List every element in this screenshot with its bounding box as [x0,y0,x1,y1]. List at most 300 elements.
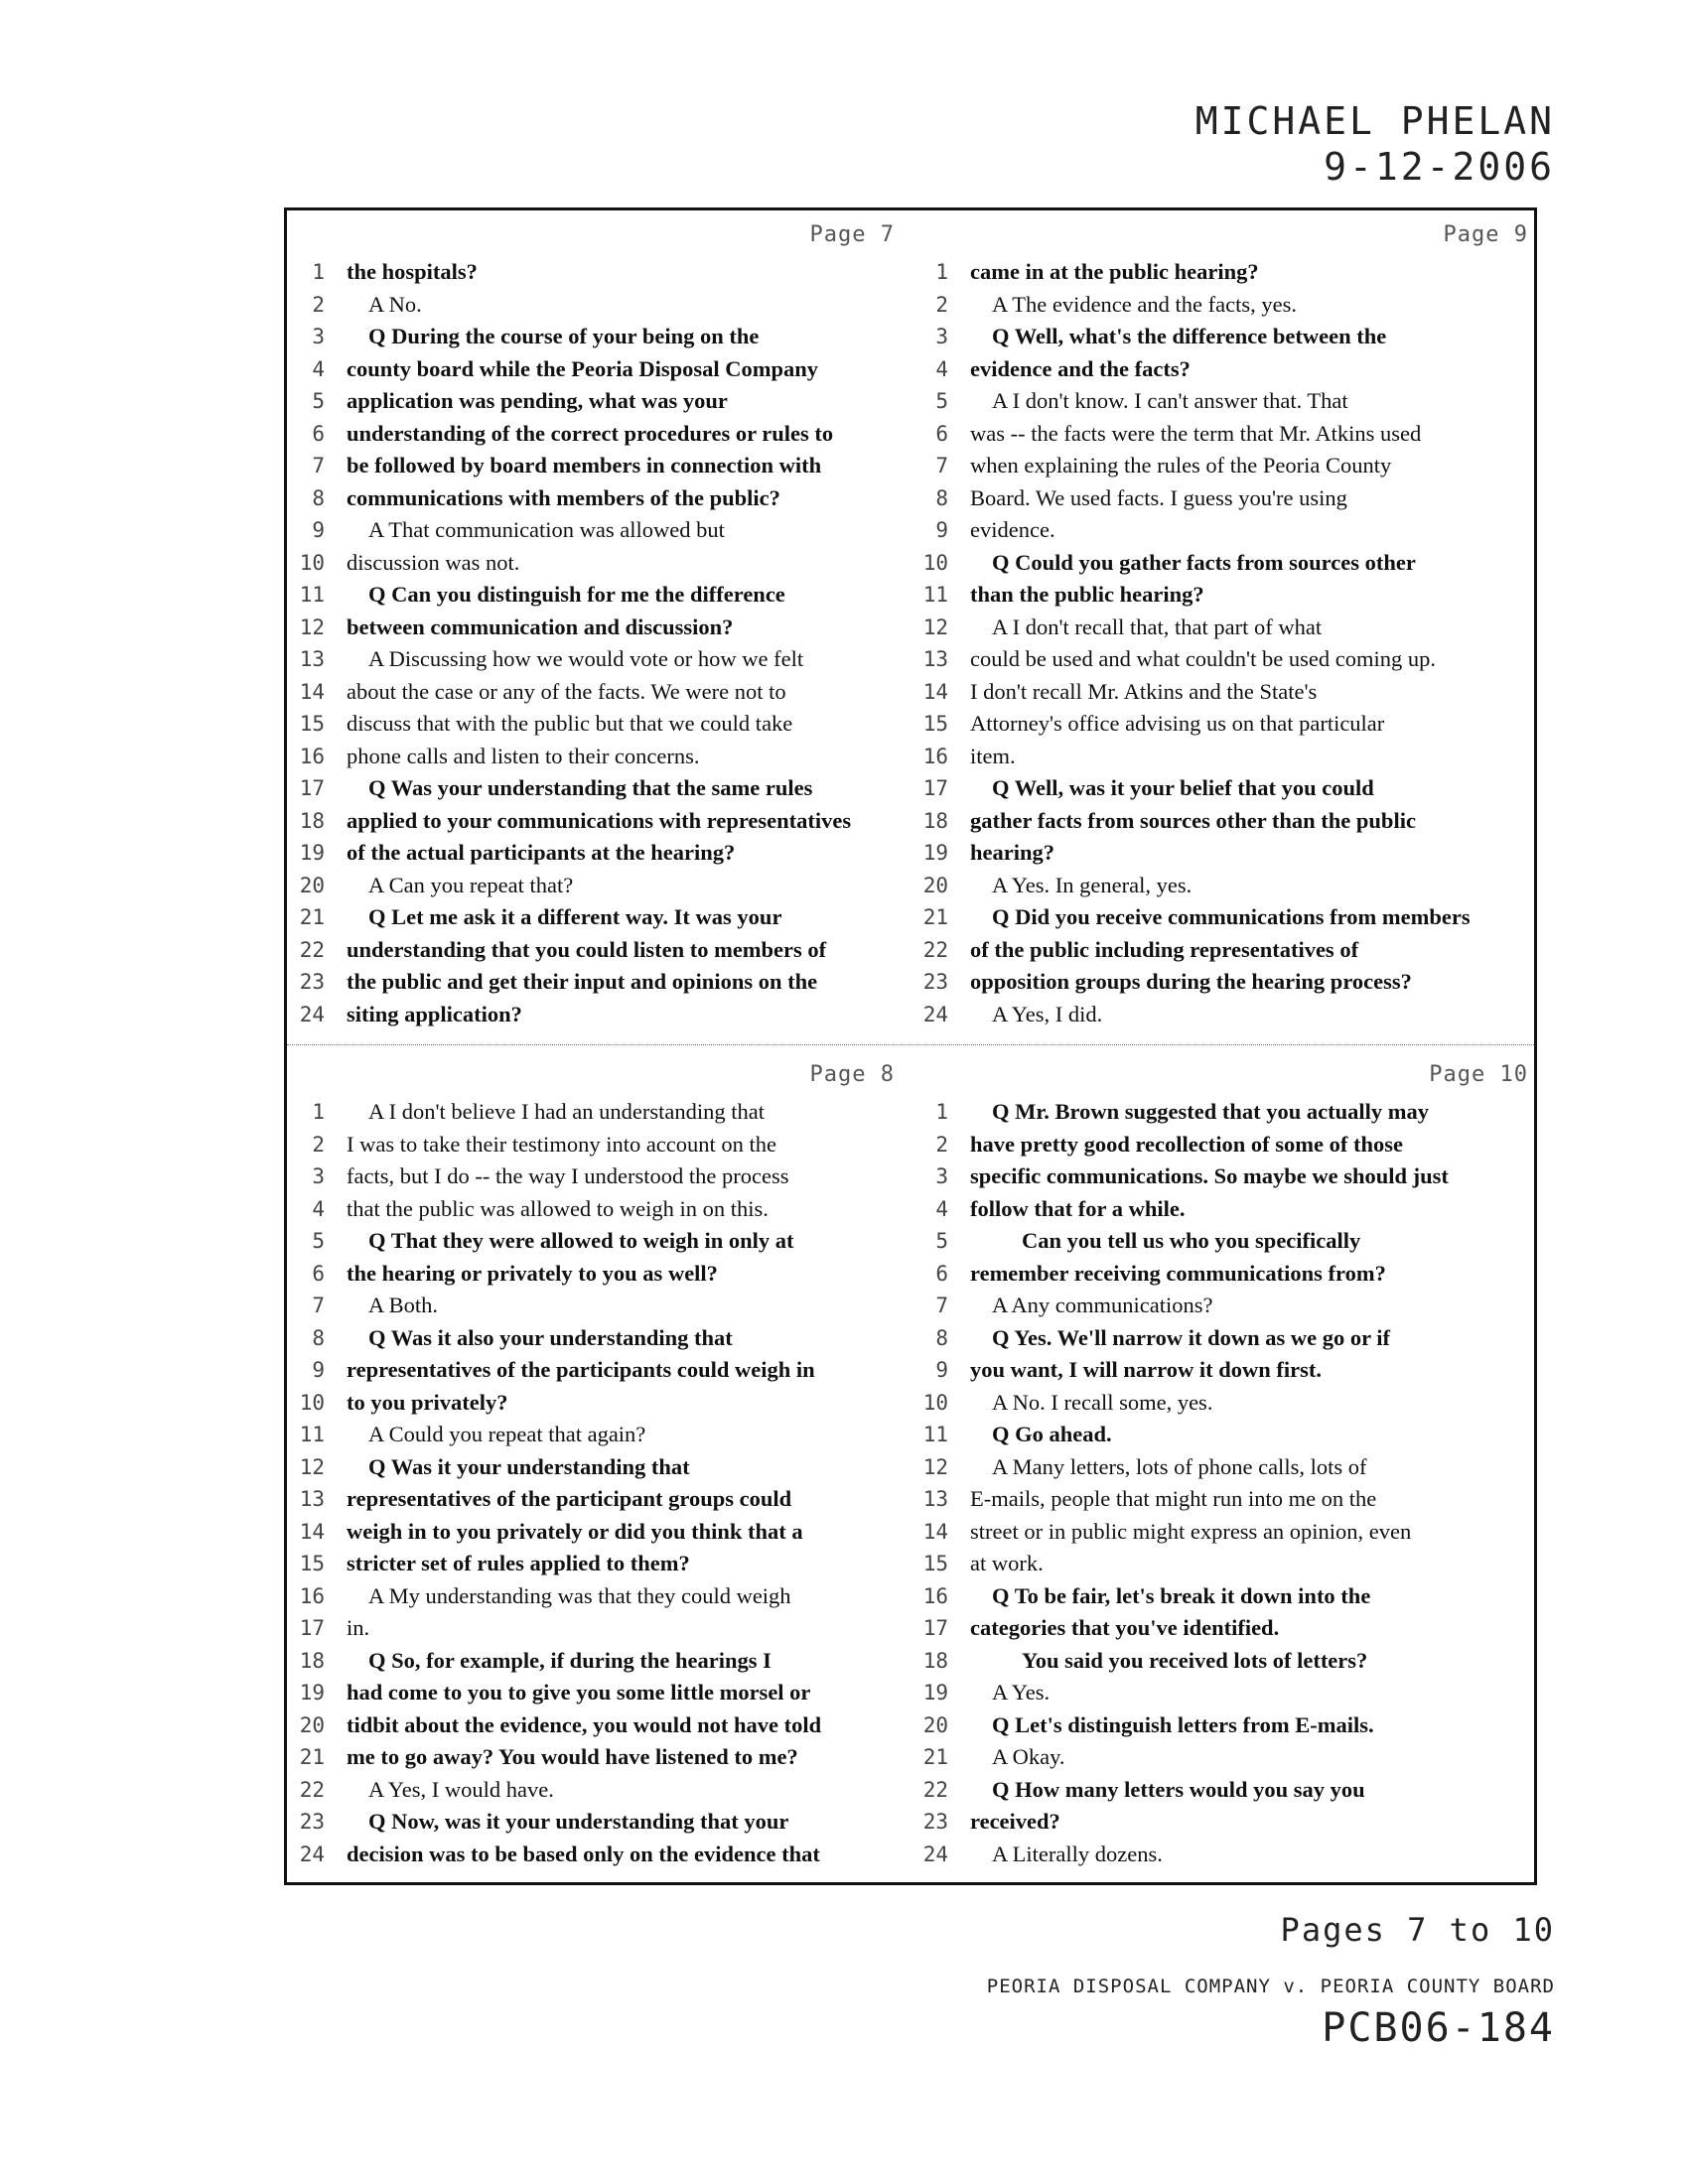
transcript-line [911,547,1536,580]
line-text: Q Could you gather facts from sources other [992,549,1416,575]
line-number: 19 [299,1681,325,1705]
line-number: 12 [299,1454,325,1479]
transcript-line [287,256,903,289]
transcript-line [287,999,903,1031]
line-number: 15 [299,712,325,736]
line-number: 5 [312,1229,325,1253]
line-number: 15 [299,1552,325,1575]
line-text: Q Now, was it your understanding that your [368,1809,789,1834]
line-number: 16 [299,744,325,768]
transcript-line [911,1387,1536,1420]
line-number: 18 [299,1648,325,1673]
line-number: 16 [922,744,948,768]
line-number: 17 [922,776,948,800]
transcript-line [911,934,1536,967]
transcript-line [911,1129,1536,1161]
transcript-line [287,1774,903,1807]
line-text: facts, but I do -- the way I understood the process [347,1163,789,1188]
line-number: 6 [935,421,948,446]
line-text: phone calls and listen to their concerns. [347,743,700,768]
transcript-line [911,837,1536,870]
line-number: 17 [299,1616,325,1640]
line-number: 6 [312,421,325,446]
line-number: 14 [299,679,325,704]
line-text: could be used and what couldn't be used coming up. [970,646,1436,671]
line-number: 13 [922,647,948,671]
transcript-line [287,1677,903,1709]
transcript-line [911,1516,1536,1549]
transcript-line [911,1548,1536,1580]
transcript-line [911,1419,1536,1451]
line-text: of the public including representatives of [970,936,1359,962]
line-text: siting application? [347,1001,522,1026]
line-number: 2 [312,292,325,317]
transcript-line [287,870,903,902]
transcript-line [911,289,1536,322]
page-divider [287,1044,1534,1045]
line-number: 23 [299,1810,325,1834]
transcript-line [911,418,1536,451]
line-text: gather facts from sources other than the public [970,807,1416,833]
line-number: 18 [922,808,948,833]
line-text: A My understanding was that they could weigh [368,1582,791,1608]
transcript-line [911,676,1536,709]
transcript-line [911,579,1536,612]
line-text: weigh in to you privately or did you think that a [347,1518,803,1544]
deposition-date: 9-12-2006 [1324,145,1555,189]
line-text: A Could you repeat that again? [368,1422,646,1446]
transcript-line [287,837,903,870]
line-text: A The evidence and the facts, yes. [992,291,1297,317]
line-number: 21 [299,1745,325,1769]
transcript-line [911,772,1536,805]
line-text: A Discussing how we would vote or how we felt [368,646,804,671]
transcript-line [287,805,903,838]
line-number: 16 [922,1583,948,1608]
transcript-line [911,1612,1536,1645]
transcript-line [287,643,903,676]
line-text: categories that you've identified. [970,1615,1280,1640]
line-text: that the public was allowed to weigh in on this. [347,1195,769,1221]
line-text: county board while the Peoria Disposal Company [347,355,819,381]
transcript-line [287,1580,903,1613]
line-text: A That communication was allowed but [368,517,725,542]
transcript-line [287,1806,903,1839]
line-text: A No. [368,291,422,317]
line-text: Can you tell us who you specifically [1022,1228,1361,1253]
line-text: A Can you repeat that? [368,872,574,897]
transcript-line [287,708,903,741]
transcript-page-7 [287,214,903,1030]
transcript-line [287,966,903,999]
line-text: in. [347,1615,370,1640]
transcript-line [287,1612,903,1645]
line-text: Q Let me ask it a different way. It was your [368,904,782,929]
transcript-line [911,1160,1536,1193]
line-number: 12 [922,1454,948,1479]
transcript-line [911,1096,1536,1129]
line-text: Q Can you distinguish for me the difference [368,582,785,607]
line-number: 14 [922,679,948,704]
transcript-page-10 [911,1054,1536,1870]
line-number: 3 [312,325,325,348]
transcript-line [287,934,903,967]
line-number: 20 [922,1712,948,1737]
line-number: 4 [312,1196,325,1221]
line-text: A Yes, I did. [992,1001,1103,1026]
line-number: 21 [299,905,325,929]
line-text: Q Yes. We'll narrow it down as we go or if [992,1324,1391,1350]
line-text: Attorney's office advising us on that particular [970,711,1385,736]
line-number: 23 [922,1810,948,1834]
line-text: You said you received lots of letters? [1022,1647,1368,1673]
transcript-line [287,1225,903,1258]
transcript-line [287,321,903,353]
transcript-lines [911,256,1536,1030]
line-text: opposition groups during the hearing process? [970,969,1412,994]
case-number: PCB06-184 [1322,2005,1555,2051]
page-range: Pages 7 to 10 [1280,1911,1555,1949]
line-text: street or in public might express an opinion, even [970,1518,1412,1544]
line-number: 4 [312,356,325,381]
line-number: 9 [935,518,948,542]
line-number: 22 [299,1777,325,1802]
page-label: Page 10 [1429,1062,1528,1087]
transcript-lines [287,256,903,1030]
line-number: 13 [922,1487,948,1511]
line-number: 8 [935,485,948,510]
line-number: 23 [922,970,948,994]
line-number: 5 [935,1229,948,1253]
transcript-line [911,612,1536,644]
transcript-line [287,1387,903,1420]
transcript-line [287,612,903,644]
line-number: 20 [299,1712,325,1737]
transcript-line [287,1193,903,1226]
transcript-line [287,1290,903,1322]
line-text: applied to your communications with representatives [347,807,852,833]
line-number: 13 [299,1487,325,1511]
line-number: 4 [935,1196,948,1221]
line-text: Q Was it also your understanding that [368,1324,733,1350]
line-text: A Yes. In general, yes. [992,872,1193,897]
line-text: be followed by board members in connection with [347,453,822,478]
line-text: A Many letters, lots of phone calls, lots of [992,1453,1367,1479]
line-text: representatives of the participants could weigh in [347,1357,815,1382]
transcript-line [287,1548,903,1580]
line-number: 10 [922,1390,948,1415]
line-text: A Both. [368,1293,439,1317]
transcript-line [911,1677,1536,1709]
line-number: 11 [922,1423,948,1446]
transcript-line [287,385,903,418]
line-number: 15 [922,1552,948,1575]
line-text: E-mails, people that might run into me on the [970,1486,1377,1511]
line-text: A Okay. [992,1744,1065,1769]
transcript-line [287,1322,903,1355]
line-text: representatives of the participant groups could [347,1486,792,1511]
line-number: 1 [935,1100,948,1124]
line-number: 11 [299,583,325,607]
line-number: 1 [312,1100,325,1124]
line-text: evidence. [970,517,1055,542]
line-text: understanding of the correct procedures or rules to [347,420,834,446]
line-number: 12 [299,614,325,639]
line-text: Q So, for example, if during the hearings I [368,1647,772,1673]
transcript-line [911,1839,1536,1871]
transcript-line [287,353,903,386]
line-number: 7 [312,1294,325,1317]
line-text: A I don't know. I can't answer that. That [992,388,1348,413]
line-number: 1 [312,260,325,284]
line-text: Q Well, was it your belief that you could [992,775,1374,800]
line-text: between communication and discussion? [347,614,734,639]
line-number: 9 [312,518,325,542]
line-text: Q Was it your understanding that [368,1453,690,1479]
line-number: 24 [922,1002,948,1026]
line-number: 3 [935,1164,948,1188]
transcript-line [287,1451,903,1484]
line-number: 6 [312,1261,325,1286]
line-number: 22 [299,937,325,962]
transcript-line [287,1129,903,1161]
transcript-line [287,1419,903,1451]
transcript-line [911,482,1536,515]
transcript-line [911,1322,1536,1355]
transcript-line [287,772,903,805]
page-label: Page 7 [809,222,895,247]
transcript-line [287,1645,903,1678]
transcript-line [911,1193,1536,1226]
transcript-line [911,1774,1536,1807]
transcript-line [911,514,1536,547]
line-text: Q Mr. Brown suggested that you actually may [992,1099,1430,1124]
transcript-page-8 [287,1054,903,1870]
transcript-line [911,385,1536,418]
transcript-lines [287,1096,903,1870]
line-number: 4 [935,356,948,381]
line-number: 14 [922,1519,948,1544]
line-number: 18 [299,808,325,833]
line-number: 15 [922,712,948,736]
transcript-line [287,1839,903,1871]
line-number: 20 [299,873,325,897]
line-number: 6 [935,1261,948,1286]
transcript-line [287,482,903,515]
line-text: decision was to be based only on the evidence that [347,1841,820,1866]
line-text: tidbit about the evidence, you would not have told [347,1711,822,1737]
transcript-line [911,450,1536,482]
line-number: 19 [922,1681,948,1705]
line-number: 10 [922,550,948,575]
line-number: 5 [312,389,325,413]
transcript-line [911,1580,1536,1613]
transcript-line [287,289,903,322]
line-text: Q To be fair, let's break it down into the [992,1582,1371,1608]
line-text: Q That they were allowed to weigh in only at [368,1228,794,1253]
line-text: you want, I will narrow it down first. [970,1357,1322,1382]
transcript-line [911,1354,1536,1387]
line-number: 18 [922,1648,948,1673]
line-text: Q During the course of your being on the [368,324,760,348]
line-text: I don't recall Mr. Atkins and the State's [970,678,1318,704]
line-text: communications with members of the public? [347,484,780,510]
line-text: Q Let's distinguish letters from E-mails. [992,1711,1374,1737]
transcript-line [911,966,1536,999]
line-number: 20 [922,873,948,897]
transcript-line [911,901,1536,934]
transcript-line [911,708,1536,741]
line-text: about the case or any of the facts. We were not to [347,678,786,704]
line-number: 7 [935,454,948,478]
transcript-line [911,1806,1536,1839]
line-number: 2 [935,292,948,317]
line-text: Q Go ahead. [992,1422,1112,1446]
transcript-line [911,1451,1536,1484]
transcript-lines [911,1096,1536,1870]
line-text: Q Did you receive communications from members [992,904,1471,929]
transcript-line [287,418,903,451]
line-text: received? [970,1809,1060,1834]
line-number: 24 [299,1842,325,1866]
transcript-line [287,676,903,709]
transcript-page-9 [911,214,1536,1030]
line-text: discuss that with the public but that we could take [347,711,793,736]
line-number: 19 [922,841,948,865]
transcript-line [911,256,1536,289]
line-text: had come to you to give you some little morsel or [347,1680,811,1705]
page-label: Page 9 [1443,222,1528,247]
line-number: 7 [312,454,325,478]
transcript-line [911,1741,1536,1774]
line-number: 11 [922,583,948,607]
line-number: 17 [299,776,325,800]
line-text: at work. [970,1551,1044,1575]
transcript-line [287,450,903,482]
line-text: the hospitals? [347,259,478,284]
line-number: 17 [922,1616,948,1640]
line-text: Q How many letters would you say you [992,1776,1365,1802]
line-text: the public and get their input and opinions on the [347,969,818,994]
transcript-line [911,321,1536,353]
line-number: 8 [935,1325,948,1350]
line-text: item. [970,743,1016,768]
line-number: 16 [299,1583,325,1608]
line-number: 11 [299,1423,325,1446]
line-text: A Yes, I would have. [368,1776,554,1802]
transcript-line [911,741,1536,773]
line-text: application was pending, what was your [347,388,728,413]
line-number: 2 [312,1132,325,1157]
transcript-line [287,741,903,773]
line-number: 24 [922,1842,948,1866]
page-label: Page 8 [809,1062,895,1087]
transcript-line [911,1258,1536,1291]
line-text: than the public hearing? [970,582,1204,607]
transcript-line [911,1483,1536,1516]
line-text: A I don't recall that, that part of what [992,614,1323,639]
transcript-line [287,547,903,580]
line-text: me to go away? You would have listened to me? [347,1744,798,1769]
line-text: understanding that you could listen to members of [347,936,827,962]
line-number: 24 [299,1002,325,1026]
line-number: 2 [935,1132,948,1157]
line-text: was -- the facts were the term that Mr. Atkins used [970,420,1422,446]
line-number: 12 [922,614,948,639]
line-number: 13 [299,647,325,671]
case-caption: PEORIA DISPOSAL COMPANY v. PEORIA COUNTY BOARD [986,1976,1555,1997]
transcript-line [911,1290,1536,1322]
transcript-line [287,514,903,547]
transcript-line [287,1741,903,1774]
line-text: Q Was your understanding that the same rules [368,775,813,800]
line-text: specific communications. So maybe we should just [970,1163,1449,1188]
line-number: 7 [935,1294,948,1317]
transcript-line [287,579,903,612]
transcript-line [911,999,1536,1031]
line-text: when explaining the rules of the Peoria County [970,453,1392,478]
line-text: discussion was not. [347,549,520,575]
line-text: stricter set of rules applied to them? [347,1551,690,1575]
line-number: 9 [312,1358,325,1382]
transcript-line [287,1258,903,1291]
transcript-line [287,1483,903,1516]
line-text: follow that for a while. [970,1195,1186,1221]
transcript-line [287,1516,903,1549]
line-number: 3 [312,1164,325,1188]
line-number: 22 [922,1777,948,1802]
line-number: 22 [922,937,948,962]
transcript-line [911,1645,1536,1678]
line-text: have pretty good recollection of some of those [970,1131,1403,1157]
transcript-line [911,870,1536,902]
line-text: evidence and the facts? [970,355,1191,381]
transcript-line [911,643,1536,676]
line-number: 1 [935,260,948,284]
line-text: A Any communications? [992,1293,1213,1317]
transcript-line [287,1709,903,1742]
line-number: 10 [299,550,325,575]
line-number: 19 [299,841,325,865]
line-text: I was to take their testimony into account on the [347,1131,777,1157]
witness-name: MICHAEL PHELAN [1194,99,1555,143]
line-number: 21 [922,905,948,929]
transcript-line [287,1160,903,1193]
line-text: remember receiving communications from? [970,1260,1386,1286]
transcript-line [911,805,1536,838]
line-text: of the actual participants at the hearing? [347,840,736,865]
line-number: 5 [935,389,948,413]
transcript-line [911,1709,1536,1742]
line-text: A Literally dozens. [992,1841,1163,1866]
line-text: Q Well, what's the difference between the [992,324,1387,348]
line-text: the hearing or privately to you as well? [347,1260,718,1286]
line-text: Board. We used facts. I guess you're using [970,484,1347,510]
transcript-line [287,1096,903,1129]
line-text: A I don't believe I had an understanding that [368,1099,765,1124]
line-text: to you privately? [347,1389,508,1415]
transcript-line [911,1225,1536,1258]
transcript-line [287,1354,903,1387]
line-text: hearing? [970,840,1055,865]
line-number: 10 [299,1390,325,1415]
line-number: 14 [299,1519,325,1544]
transcript-frame [284,207,1537,1885]
line-number: 8 [312,485,325,510]
line-number: 9 [935,1358,948,1382]
line-number: 8 [312,1325,325,1350]
line-text: A No. I recall some, yes. [992,1389,1213,1415]
